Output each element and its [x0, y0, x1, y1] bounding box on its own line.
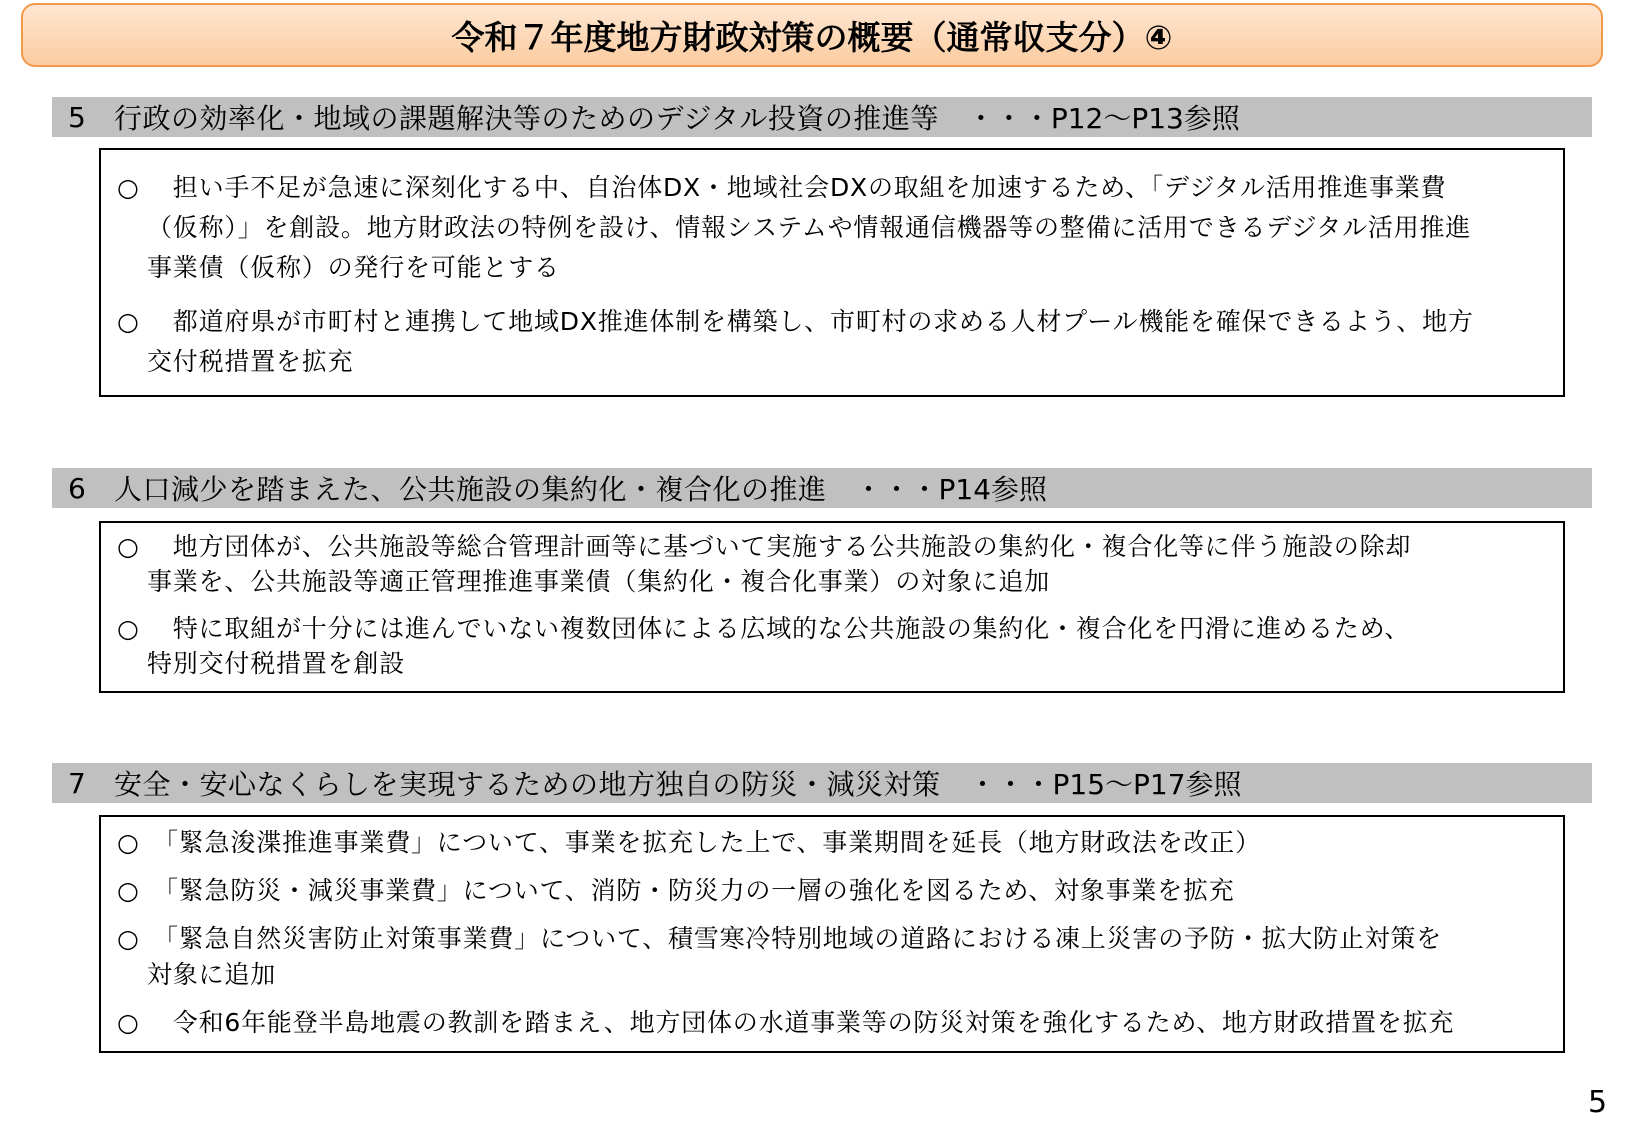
item-line: 「緊急自然災害防止対策事業費」について、積雪寒冷特別地域の道路における凍上災害の予防・拡大防止対策を [153, 924, 1443, 953]
circle-bullet-icon: ○ [117, 307, 140, 336]
circle-bullet-icon: ○ [117, 876, 140, 905]
section-page-reference: ・・・P12～P13参照 [966, 102, 1240, 135]
section-title: 安全・安心なくらしを実現するための地方独自の防災・減災対策 [114, 768, 941, 801]
section-page-reference: ・・・P15～P17参照 [968, 768, 1242, 801]
circle-bullet-icon: ○ [117, 924, 140, 953]
list-item [101, 873, 1563, 909]
item-line: 特に取組が十分には進んでいない複数団体による広域的な公共施設の集約化・複合化を円滑に進めるため、 [147, 614, 1411, 643]
list-item [101, 825, 1563, 861]
section-number: 5 [68, 100, 86, 134]
list-item [101, 529, 1563, 599]
item-line: 「緊急防災・減災事業費」について、消防・防災力の一層の強化を図るため、対象事業を拡充 [153, 876, 1235, 905]
section-number: 7 [68, 766, 86, 800]
circle-bullet-icon: ○ [117, 614, 140, 643]
section-header-7 [52, 763, 1592, 803]
item-line: 都道府県が市町村と連携して地域DX推進体制を構築し、市町村の求める人材プール機能を確保できるよう、地方 [147, 307, 1474, 336]
circle-bullet-icon: ○ [117, 532, 140, 561]
item-line: 地方団体が、公共施設等総合管理計画等に基づいて実施する公共施設の集約化・複合化等に伴う施設の除却 [147, 532, 1412, 561]
section-content-box-6 [99, 521, 1565, 693]
item-line: 担い手不足が急速に深刻化する中、自治体DX・地域社会DXの取組を加速するため、「デジタル活用推進事業費 [147, 173, 1447, 202]
item-line: 交付税措置を拡充 [147, 347, 354, 376]
list-item [101, 921, 1563, 993]
page-title: 令和７年度地方財政対策の概要（通常収支分）④ [451, 17, 1173, 57]
item-line: 「緊急浚渫推進事業費」について、事業を拡充した上で、事業期間を延長（地方財政法を改正） [153, 828, 1261, 857]
title-banner [21, 3, 1603, 67]
section-title: 行政の効率化・地域の課題解決等のためのデジタル投資の推進等 [114, 102, 939, 135]
section-header-6 [52, 468, 1592, 508]
list-item [101, 1005, 1563, 1041]
item-line: 事業を、公共施設等適正管理推進事業債（集約化・複合化事業）の対象に追加 [147, 567, 1051, 596]
item-line: （仮称）」を創設。地方財政法の特例を設け、情報システムや情報通信機器等の整備に活用できるデジタル活用推進 [147, 213, 1472, 242]
section-content-box-7 [99, 815, 1565, 1053]
page-number: 5 [1588, 1085, 1608, 1120]
list-item [101, 168, 1563, 288]
list-item [101, 302, 1563, 382]
list-item [101, 611, 1563, 681]
circle-bullet-icon: ○ [117, 1008, 140, 1037]
circle-bullet-icon: ○ [117, 828, 140, 857]
section-title: 人口減少を踏まえた、公共施設の集約化・複合化の推進 [114, 473, 827, 506]
section-number: 6 [68, 471, 86, 505]
item-line: 対象に追加 [147, 960, 277, 989]
section-page-reference: ・・・P14参照 [854, 473, 1048, 506]
item-line: 事業債（仮称）の発行を可能とする [147, 253, 560, 282]
section-content-box-5 [99, 148, 1565, 397]
item-line: 特別交付税措置を創設 [147, 649, 406, 678]
item-line: 令和6年能登半島地震の教訓を踏まえ、地方団体の水道事業等の防災対策を強化するため、地方財政措置を拡充 [147, 1008, 1455, 1037]
section-header-5 [52, 97, 1592, 137]
circle-bullet-icon: ○ [117, 173, 140, 202]
